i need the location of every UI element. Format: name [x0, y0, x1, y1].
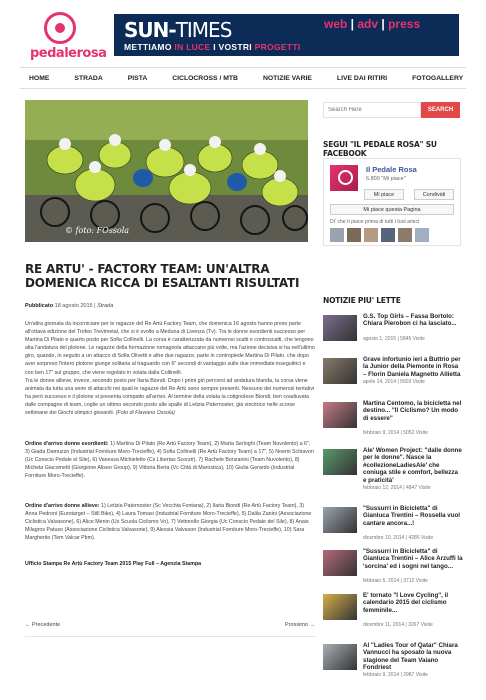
- nav-pista[interactable]: PISTA: [127, 74, 148, 82]
- facebook-friend-avatars: [330, 228, 429, 242]
- popular-views: 2987 Visite: [403, 672, 428, 678]
- popular-thumbnail[interactable]: [323, 315, 357, 341]
- facebook-page-name[interactable]: Il Pedale Rosa: [366, 165, 417, 174]
- logo-text-a: pedale: [30, 46, 77, 61]
- article-paragraph: [25, 502, 315, 542]
- facebook-heading: SEGUI "IL PEDALE ROSA" SU FACEBOOK: [323, 140, 437, 158]
- results-label: Ordine d'arrivo donne esordienti:: [25, 441, 109, 447]
- popular-thumbnail[interactable]: [323, 358, 357, 384]
- popular-item[interactable]: [323, 548, 463, 588]
- article-hero-image: [25, 100, 308, 242]
- popular-date: febbraio 12, 2014: [363, 485, 402, 491]
- popular-date: febbraio 9, 2014: [363, 672, 400, 678]
- photo-credit-text: (Foto di Flaviano Ossola): [115, 410, 175, 417]
- popular-date: febbraio 9, 2014: [363, 430, 400, 436]
- article-signature: Ufficio Stampa Re Artù Factory Team 2015 Play Full – Agenzia Stampa: [25, 561, 202, 567]
- nav-notizie-varie[interactable]: NOTIZIE VARIE: [262, 74, 312, 82]
- facebook-widget: [323, 158, 461, 246]
- popular-meta: febbraio 5, 2014 | 3712 Visite: [363, 578, 428, 584]
- banner-sections: [324, 17, 420, 31]
- tagline-part: METTIAMO: [124, 42, 172, 52]
- logo-text-b: rosa: [76, 46, 107, 61]
- article-paragraph: [25, 377, 315, 417]
- popular-views: 4286 Visite: [408, 535, 434, 541]
- meta-separator: |: [92, 303, 98, 309]
- site-logo[interactable]: [30, 12, 107, 61]
- popular-views: 3267 Visite: [408, 622, 433, 628]
- nav-live-ritiri[interactable]: LIVE DAI RITIRI: [336, 74, 388, 82]
- popular-meta: dicembre 10, 2014 | 4286 Visite: [363, 535, 434, 541]
- popular-news-heading: NOTIZIE PIU' LETTE: [323, 296, 401, 305]
- banner-tagline: [124, 42, 301, 52]
- avatar[interactable]: [330, 228, 344, 242]
- tagline-part: PROGETTI: [254, 42, 301, 52]
- facebook-share-button[interactable]: Condividi: [414, 189, 454, 200]
- results-text: 1) Letizia Paternoster (Sc Vecchia Fontana), 2) Ilaria Biondi (Re Artù Factory Team), 3) Anna Pedroni (Eurotarget – Still Bike), 4) Laura Tomasi (Industrial Forniture Moro-Trecieffe), 5) Dalila Zanini (Associazione Ciclistica Valvasone), 6) Alice Menin (Us Scuola Ciclismo Vo), 7) Vettorello Giorgia (Uc Conscio Pedale del Sile), 8) Anais Milagros Patuso (Associazione Ciclistica Valvasone), 9) Alessia Valvason (Industrial Forniture Moro-Trecieffe), 10) Sara Margherito (Tem Valcar Pbm).: [25, 503, 312, 542]
- popular-meta: aprile 14, 2014 | 5603 Visite: [363, 379, 425, 385]
- article-paragraph: Un'altra giornata da incorniciare per le ragazze del Re Artù Factory Team, che domenica 16 agosto hanno preso parte all'ottava edizione del Trofeo Trevimetal, che si è svolto a Meduna di Livenza (Tv). Tra le donne esordienti successo per Martina Di Pilato e quarto posto per Sofia Collinelli. La corsa è caratterizzata da numerosi scatti e controscatti, che tengono alta l'andatura del plotone. Le ragazze della formazione romagnola attaccano più volte, ma l'azione decisiva si ha nell'ultimo giro, quando, in seguito a un attacco di Sofia Olivetti e altre due ragazze, parte in contropiede Martina Di Pilato, che dopo aver sorpreso l'intero plotone giunge solitaria al traguardo con 6" secondi di vantaggio sulle due immediate inseguitrici e con ben 17" sul gruppo, che viene regolato in volata dalla Collinelli.: [25, 321, 315, 376]
- popular-date: dicembre 10, 2014: [363, 535, 405, 541]
- popular-title[interactable]: Martina Centomo, la bicicletta nel destino... "Il Ciclismo? Un modo di essere": [363, 400, 462, 422]
- cyclists-photo: [25, 100, 308, 242]
- popular-thumbnail[interactable]: [323, 507, 357, 533]
- logo-wordmark: [30, 46, 107, 61]
- popular-meta: febbraio 9, 2014 | 5052 Visite: [363, 430, 428, 436]
- popular-meta: febbraio 9, 2014 | 2987 Visite: [363, 672, 428, 678]
- popular-item[interactable]: [323, 313, 463, 353]
- results-text: 1) Martina Di Pilato (Re Artù Factory Team), 2) Marta Serloghi (Team Nuvolento) a 6", 3) Giada Damuzzo (Industrial Forniture Moro-Trecieffe), 4) Sofia Collinelli (Re Artù Factory Team) a 17", 5) Noemi Schiavon (Uc Conscio Pedale el Sile), 6) Vanessa Michieletto (Cs Libertas Scorzè), 7) Rachele Bonzanini (Team Nuvolento), 8) Michela Giacometti (Giorgione Aliseo Group), 9) Vittoria Berta (Vc Città di Marostica), 10) Giulia Gerardo (Industrial Forniture Moro-Trecieffe).: [25, 441, 314, 480]
- article-paragraph: [25, 440, 315, 480]
- avatar[interactable]: [415, 228, 429, 242]
- popular-date: aprile 14, 2014: [363, 379, 397, 385]
- popular-thumbnail[interactable]: [323, 449, 357, 475]
- banner-section-web: web: [324, 17, 348, 31]
- previous-post-link[interactable]: ← Precedente: [25, 622, 61, 628]
- popular-title[interactable]: E' tornato "I Love Cycling", il calendario 2015 del ciclismo femminile...: [363, 592, 449, 614]
- popular-item[interactable]: [323, 592, 463, 632]
- avatar[interactable]: [347, 228, 361, 242]
- popular-thumbnail[interactable]: [323, 550, 357, 576]
- page-avatar[interactable]: [330, 165, 358, 191]
- popular-views: 5845 Visite: [400, 336, 425, 342]
- nav-home[interactable]: HOME: [29, 74, 50, 82]
- popular-views: 3712 Visite: [403, 578, 428, 584]
- facebook-like-button[interactable]: Mi piace: [364, 189, 404, 200]
- banner-brand-a: SUN-: [124, 18, 176, 42]
- popular-thumbnail[interactable]: [323, 402, 357, 428]
- popular-item[interactable]: [323, 447, 463, 491]
- popular-item[interactable]: [323, 505, 463, 545]
- meta-date: 18 agosto 2015: [54, 303, 93, 309]
- results-label: Ordine d'arrivo donne allieve:: [25, 503, 100, 509]
- popular-meta: febbraio 12, 2014 | 4847 Visite: [363, 485, 431, 491]
- popular-views: 5052 Visite: [403, 430, 428, 436]
- nav-ciclocross[interactable]: CICLOCROSS / MTB: [172, 74, 238, 82]
- avatar[interactable]: [381, 228, 395, 242]
- meta-label: Pubblicato: [25, 303, 54, 309]
- popular-date: agosto 1, 2015: [363, 336, 397, 342]
- article-meta: [25, 303, 113, 309]
- tagline-part: I VOSTRI: [213, 42, 252, 52]
- paragraph-text: Tra le donne allieve, invece, secondo posto per Ilaria Biondi. Dopo i primi giri percorsi ad andatura blanda, la corsa viene animata da tutta una serie di attacchi nei quali le ragazze del Re Artù sono sempre presenti. Nessuno dei numerosi tentativi ha però successo e il plotone si presenta compatto all'arrivo. Al termine della volata la cotignolese Biondi, ben coadiuvata dalle compagne di team, coglie un ottimo secondo posto alle spalle di Letizia Paternoster, già vincitrice nelle scorse settimane dei Giochi olimpici giovanili.: [25, 378, 315, 417]
- popular-title[interactable]: "Sussurri in Bicicletta" di Gianluca Trentini – Alice Arzuffi la 'sorcina' ed i sogni nel tango...: [363, 548, 463, 570]
- popular-title[interactable]: Ale' Women Project: "dalle donne per le donne". Nasce la #collezioneLadiesAle' che coniuga stile e comfort, bellezza e praticità': [363, 447, 462, 484]
- search-input[interactable]: [323, 102, 421, 118]
- banner-sep: |: [347, 17, 358, 31]
- popular-item[interactable]: [323, 642, 463, 682]
- facebook-friends-text: Di' che ti piace prima di tutti i tuoi amici: [330, 219, 420, 225]
- popular-title[interactable]: "Sussurri in Bicicletta" di Gianluca Trentini – Rossella vuol cantare ancora...!: [363, 505, 460, 527]
- avatar[interactable]: [364, 228, 378, 242]
- facebook-page-like-button[interactable]: Mi piace questa Pagina: [330, 204, 454, 215]
- meta-category-link[interactable]: Strada: [97, 303, 114, 309]
- next-post-link[interactable]: Prossimo →: [285, 622, 315, 628]
- site-header: [0, 0, 486, 70]
- facebook-like-count: 6.800 "Mi piace": [366, 176, 406, 182]
- tagline-part: LUCE: [186, 42, 211, 52]
- avatar[interactable]: [398, 228, 412, 242]
- popular-thumbnail[interactable]: [323, 644, 357, 670]
- banner-section-press: press: [388, 17, 421, 31]
- popular-title[interactable]: Al "Ladies Tour of Qatar" Chiara Vannucci ha sposato la nuova stagione del Team Vaiano Fondriest: [363, 642, 458, 672]
- nav-fotogallery[interactable]: FOTOGALLERY: [412, 74, 464, 82]
- sun-times-banner[interactable]: [114, 14, 459, 56]
- popular-item[interactable]: [323, 400, 463, 440]
- article-title: RE ARTU' - FACTORY TEAM: UN'ALTRA DOMENICA RICCA DI ESALTANTI RISULTATI: [25, 262, 300, 290]
- popular-meta: agosto 1, 2015 | 5845 Visite: [363, 336, 425, 342]
- main-nav: [20, 67, 466, 89]
- banner-section-adv: adv: [357, 17, 379, 31]
- popular-thumbnail[interactable]: [323, 594, 357, 620]
- divider: [25, 636, 315, 637]
- popular-item[interactable]: [323, 356, 463, 396]
- photo-credit: © foto: FOssola: [65, 226, 130, 235]
- popular-views: 5603 Visite: [400, 379, 425, 385]
- tagline-part: IN: [174, 42, 184, 52]
- popular-meta: dicembre 11, 2014 | 3267 Visite: [363, 622, 433, 628]
- popular-views: 4847 Visite: [406, 485, 431, 491]
- popular-date: febbraio 5, 2014: [363, 578, 400, 584]
- popular-title[interactable]: G.S. Top Girls – Fassa Bortolo: Chiara Pierobon ci ha lasciato...: [363, 313, 457, 328]
- search-button[interactable]: SEARCH: [421, 102, 460, 118]
- popular-title[interactable]: Grave infortunio ieri a Buttrio per la Junior della Piemonte in Rosa – Florin Daniela Magnetto Allietta: [363, 356, 461, 378]
- wheel-icon: [44, 12, 76, 44]
- banner-brand-b: TIMES: [175, 18, 232, 42]
- popular-date: dicembre 11, 2014: [363, 622, 405, 628]
- nav-strada[interactable]: STRADA: [74, 74, 103, 82]
- banner-sep: |: [378, 17, 389, 31]
- banner-brand: [124, 18, 231, 42]
